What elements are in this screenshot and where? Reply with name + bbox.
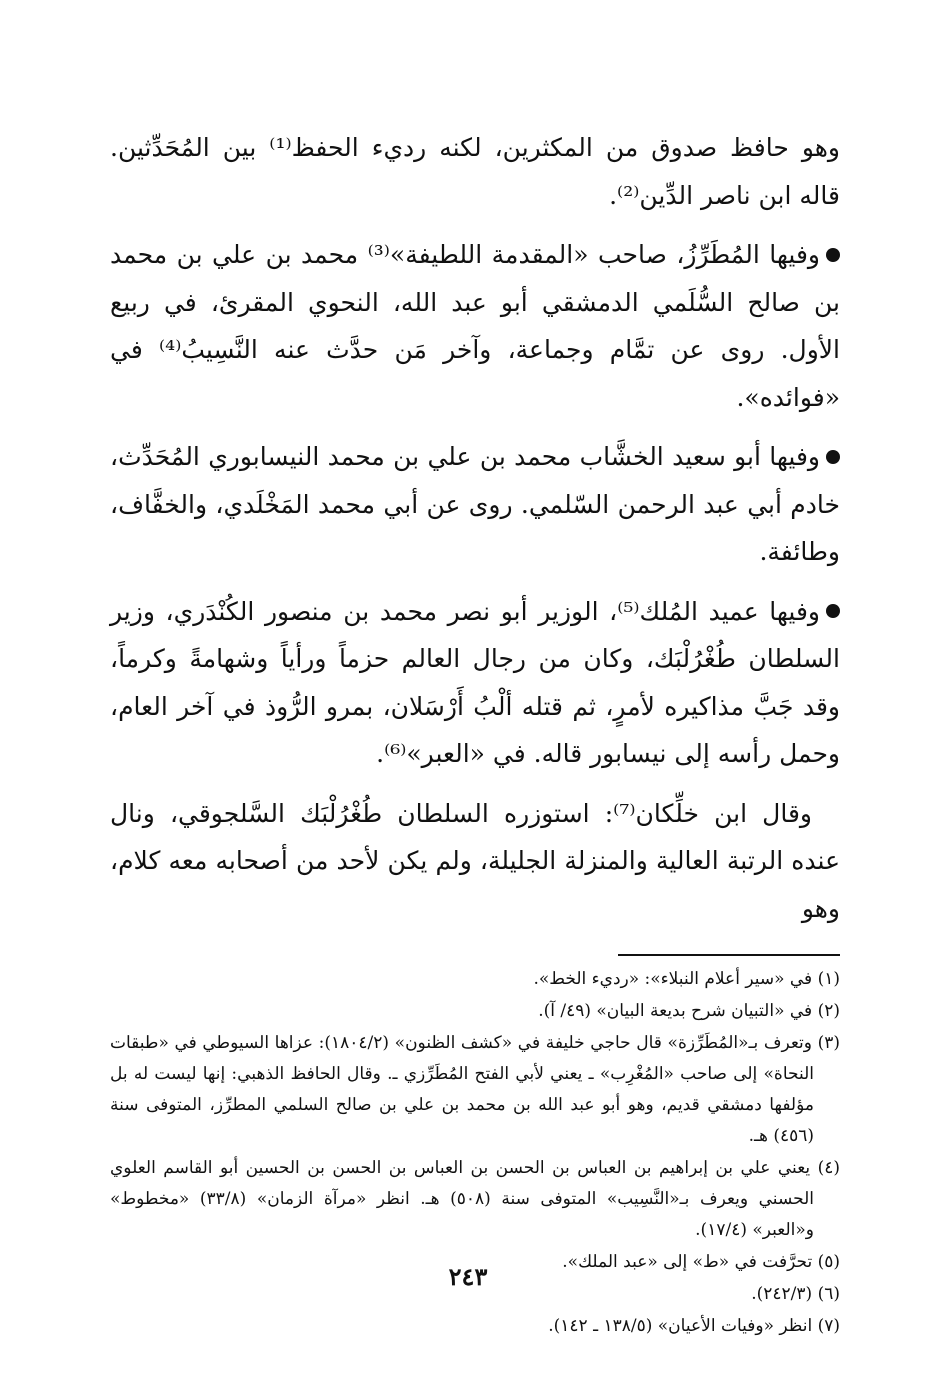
footnote-5: (٥) تحرَّفت في «ط» إلى «عبد الملك». [562, 1252, 840, 1272]
paragraph-1 [110, 124, 840, 219]
bullet-icon [826, 604, 840, 618]
paragraph-text: وقال ابن خلِّكان⁽⁷⁾: استوزره السلطان طُغْرُلْبَك السَّلجوقي، ونال عنده الرتبة العالية والمنزلة الجليلة، ولم يكن لأحد من أصحابه معه كلام، وهو [110, 798, 840, 923]
paragraph-text: وفيها عميد المُلك⁽⁵⁾، الوزير أبو نصر محمد بن منصور الكُنْدَري، وزير السلطان طُغْرُلْبَك، وكان من رجال العالم حزماً ورأياً وشهامةً وكرماً، وقد جَبَّ مذاكيره لأمرٍ، ثم قتله ألْبُ أَرْسَلان، بمرو الرُّوذ في آخر العام، وحمل رأسه إلى نيسابور قاله. في «العبر»⁽⁶⁾. [110, 596, 840, 768]
footnote-2: (٢) في «التبيان شرح بديعة البيان» (٤٩/ آ). [538, 1001, 840, 1021]
paragraph-2 [110, 231, 840, 421]
bullet-icon [826, 450, 840, 464]
paragraph-5 [110, 790, 840, 933]
footnote-4: (٤) يعني علي بن إبراهيم بن العباس بن الحسن بن العباس بن الحسن بن الحسين أبو القاسم العلوي الحسني ويعرف بـ«النَّسِيب» المتوفى سنة (٥٠٨) هـ. انظر «مرآة الزمان» (٣٣/٨) «مخطوط» و«العبر» (١٧/٤). [110, 1158, 840, 1240]
page-number: ٢٤٣ [448, 1262, 488, 1291]
footnote-6: (٦) (٢٤٢/٣). [751, 1284, 840, 1304]
bullet-icon [826, 248, 840, 262]
footnote-divider [618, 954, 840, 956]
paragraph-text: وفيها المُطَرِّزُ، صاحب «المقدمة اللطيفة»⁽³⁾ محمد بن علي بن محمد بن صالح السُّلَمي الدمشقي أبو عبد الله، النحوي المقرئ، في ربيع الأول. روى عن تمَّام وجماعة، وآخر مَن حدَّث عنه النَّسِيبُ⁽⁴⁾ في «فوائده». [110, 240, 841, 412]
paragraph-text: وفيها أبو سعيد الخشَّاب محمد بن علي بن محمد النيسابوري المُحَدِّث، خادم أبي عبد الرحمن السّلمي. روى عن أبي محمد المَخْلَدي، والخفَّاف، وطائفة. [110, 442, 840, 566]
footnote-7: (٧) انظر «وفيات الأعيان» (١٣٨/٥ ـ ١٤٢). [548, 1316, 840, 1336]
paragraph-text: وهو حافظ صدوق من المكثرين، لكنه رديء الحفظ⁽¹⁾ بين المُحَدِّثين. قاله ابن ناصر الدِّين⁽²⁾. [110, 133, 840, 210]
paragraph-4 [110, 588, 840, 778]
main-text [110, 124, 840, 932]
footnote-1: (١) في «سير أعلام النبلاء»: «رديء الخط». [533, 969, 840, 989]
footnote-3: (٣) وتعرف بـ«المُطَرِّزة» قال حاجي خليفة في «كشف الظنون» (١٨٠٤/٢): عزاها السيوطي في «طبقات النحاة» إلى صاحب «المُغْرِب» ـ يعني لأبي الفتح المُطَرِّزي ـ. وقال الحافظ الذهبي: إنها ليست له بل مؤلفها دمشقي قديم، وهو أبو عبد الله بن محمد بن علي بن صالح السلمي المطرِّز، المتوفى سنة (٤٥٦) هـ. [110, 1033, 841, 1146]
paragraph-3 [110, 433, 840, 576]
